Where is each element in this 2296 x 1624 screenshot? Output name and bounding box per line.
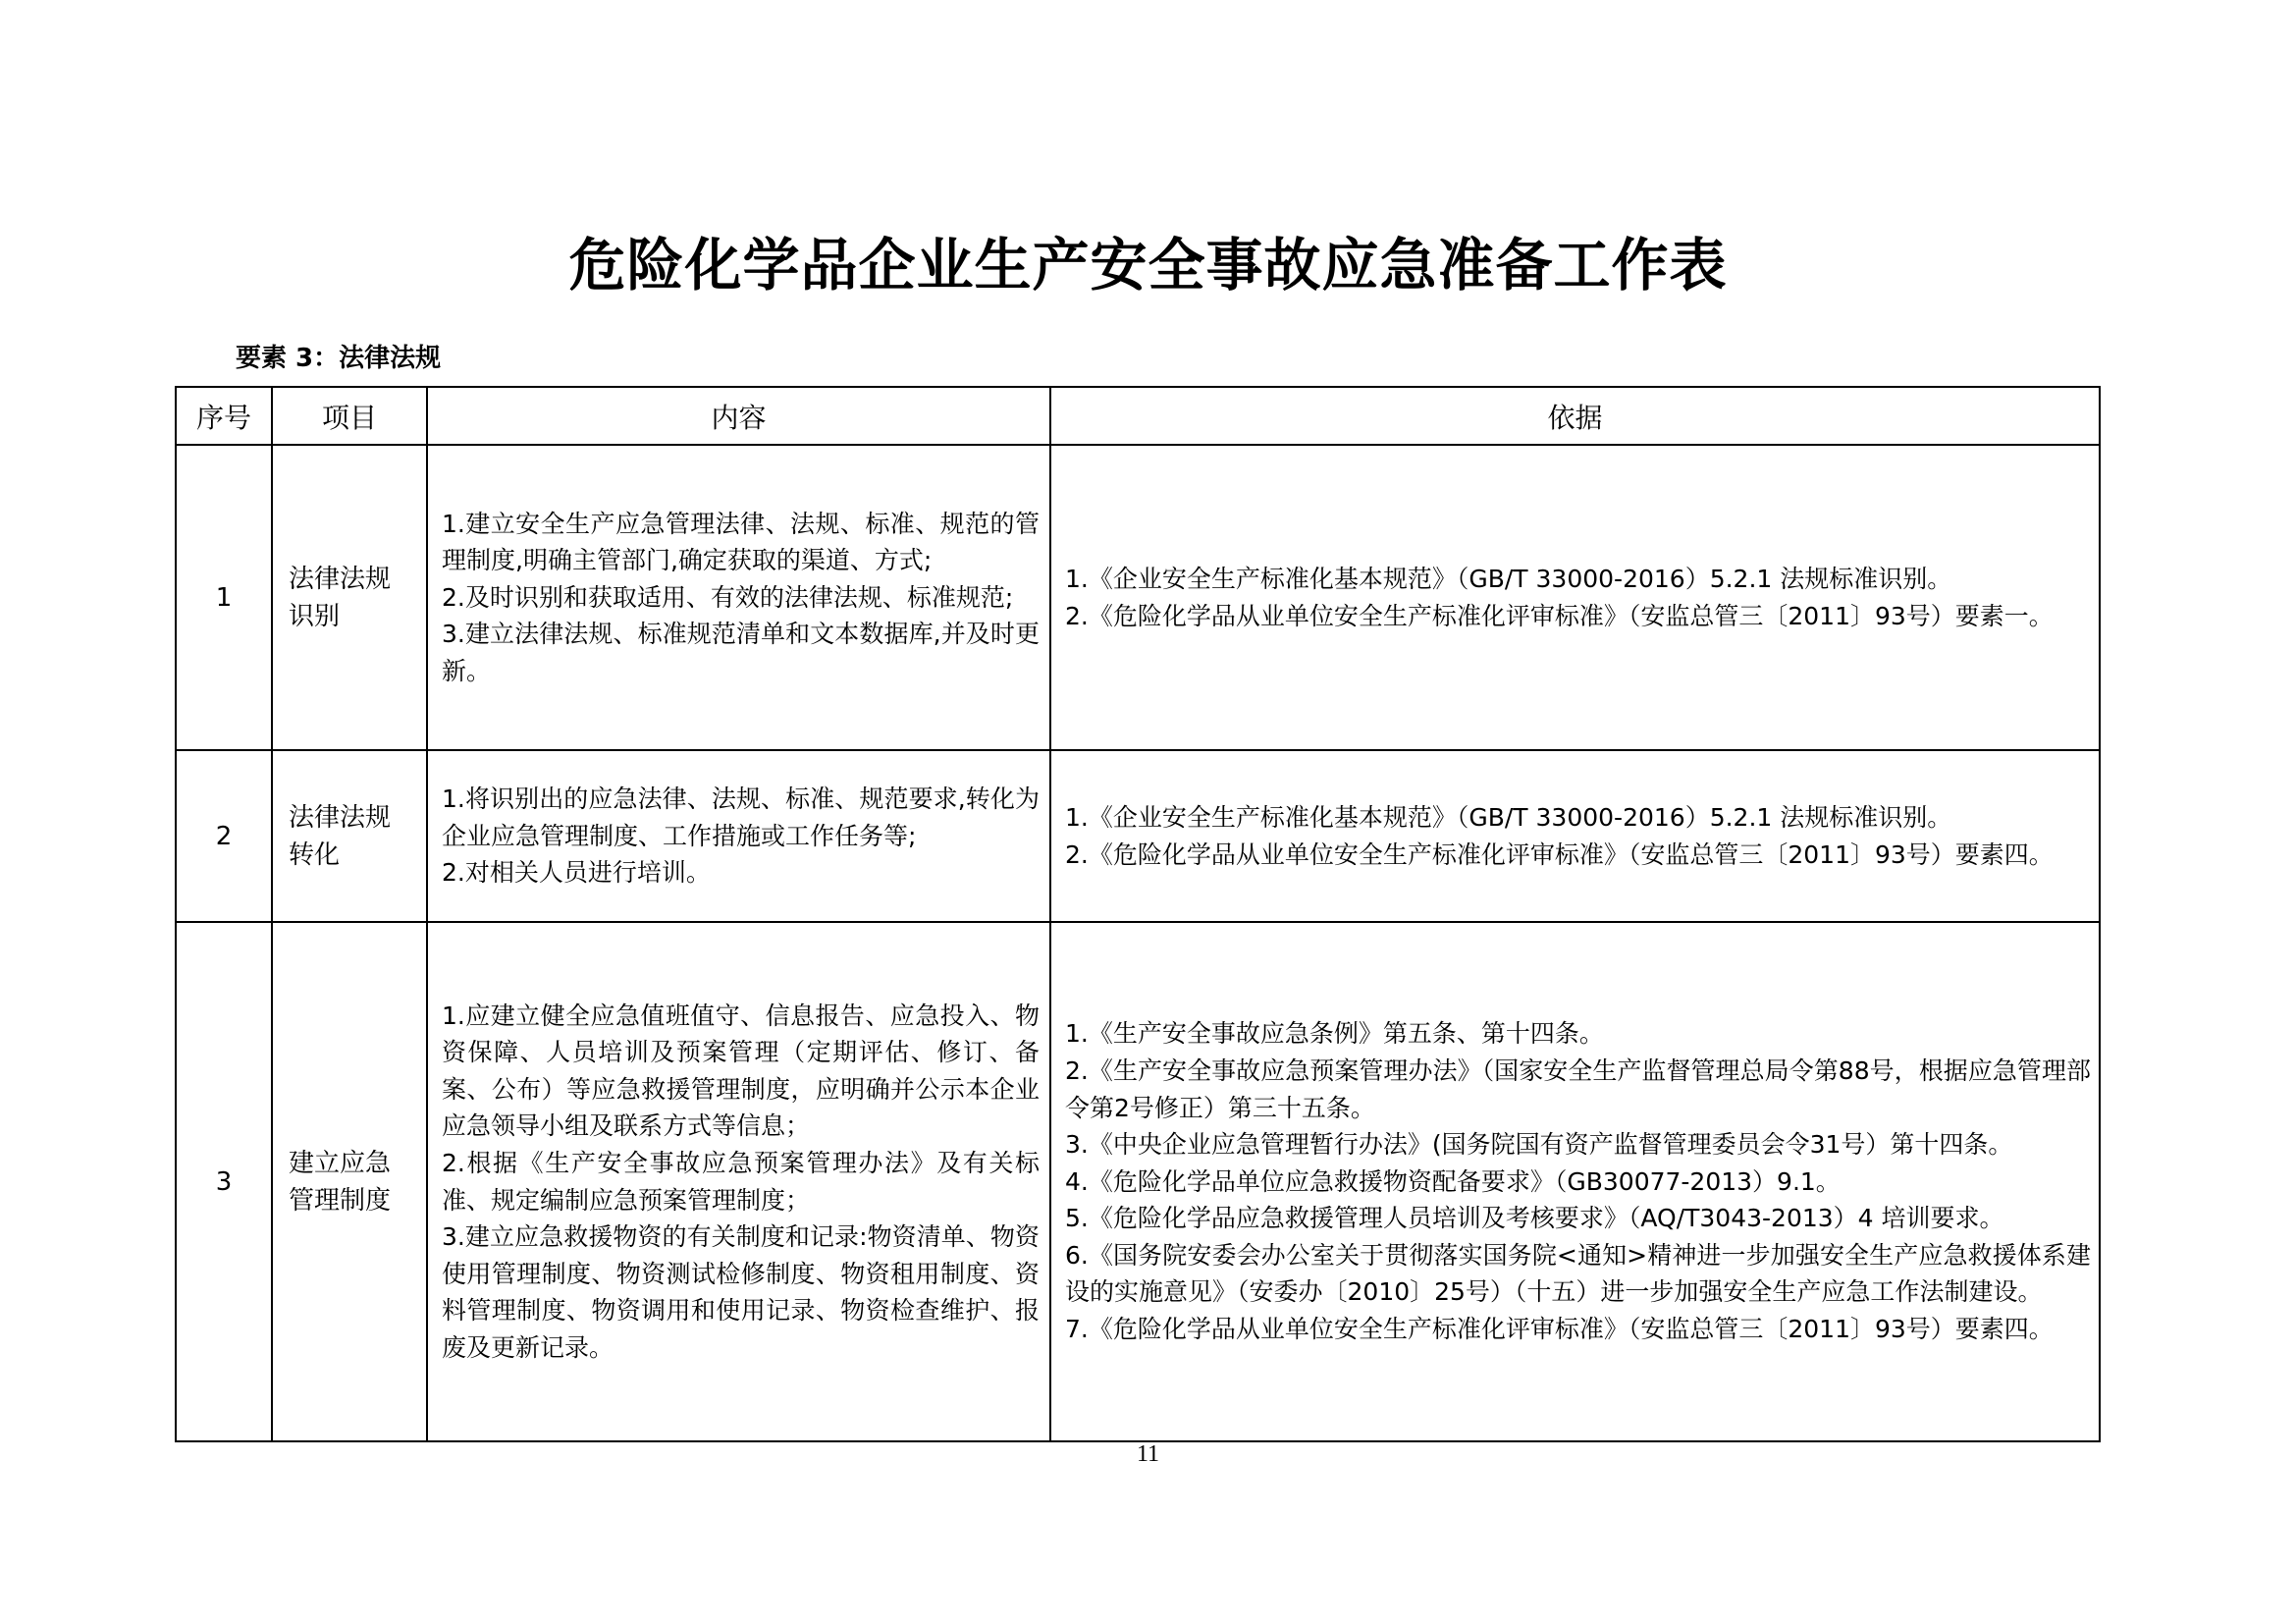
table-row [176, 445, 2100, 750]
basis-line: 1.《生产安全事故应急条例》第五条、第十四条。 [1065, 1019, 1604, 1049]
content-line: 1.建立安全生产应急管理法律、法规、标准、规范的管理制度,明确主管部门,确定获取的渠道、方式; [442, 509, 1040, 575]
basis-line: 2.《危险化学品从业单位安全生产标准化评审标准》（安监总管三〔2011〕93号）要素四。 [1065, 839, 2054, 869]
table-row [176, 922, 2100, 1441]
content-line: 2.根据《生产安全事故应急预案管理办法》及有关标准、规定编制应急预案管理制度； [442, 1148, 1040, 1215]
header-no: 序号 [176, 387, 272, 445]
header-content: 内容 [427, 387, 1050, 445]
basis-line: 6.《国务院安委会办公室关于贯彻落实国务院<通知>精神进一步加强安全生产应急救援体系建设的实施意见》（安委办〔2010〕25号）（十五）进一步加强安全生产应急工作法制建设。 [1065, 1240, 2091, 1307]
basis-line: 7.《危险化学品从业单位安全生产标准化评审标准》（安监总管三〔2011〕93号）要素四。 [1065, 1315, 2054, 1344]
page-title: 危险化学品企业生产安全事故应急准备工作表 [568, 232, 1728, 298]
basis-line: 2.《危险化学品从业单位安全生产标准化评审标准》（安监总管三〔2011〕93号）要素一。 [1065, 601, 2054, 630]
row-content [427, 750, 1050, 922]
page-number: 11 [1136, 1441, 1160, 1467]
row-basis [1050, 750, 2100, 922]
basis-line: 2.《生产安全事故应急预案管理办法》（国家安全生产监督管理总局令第88号，根据应急管理部令第2号修正）第三十五条。 [1065, 1056, 2091, 1122]
row-basis [1050, 922, 2100, 1441]
content-line: 2.及时识别和获取适用、有效的法律法规、标准规范; [442, 582, 1014, 612]
header-item: 项目 [272, 387, 427, 445]
row-item: 法律法规转化 [272, 750, 427, 922]
section-label: 要素 3：法律法规 [236, 344, 442, 373]
row-item: 法律法规识别 [272, 445, 427, 750]
content-line: 3.建立应急救援物资的有关制度和记录:物资清单、物资使用管理制度、物资测试检修制度、物资租用制度、资料管理制度、物资调用和使用记录、物资检查维护、报废及更新记录。 [442, 1222, 1040, 1362]
row-number: 3 [176, 922, 272, 1441]
requirements-table [175, 386, 2101, 1442]
row-number: 1 [176, 445, 272, 750]
row-item: 建立应急管理制度 [272, 922, 427, 1441]
content-line: 1.应建立健全应急值班值守、信息报告、应急投入、物资保障、人员培训及预案管理（定期评估、修订、备案、公布）等应急救援管理制度，应明确并公示本企业应急领导小组及联系方式等信息； [442, 1001, 1040, 1141]
content-line: 2.对相关人员进行培训。 [442, 858, 711, 888]
table-row [176, 750, 2100, 922]
basis-line: 1.《企业安全生产标准化基本规范》（GB/T 33000-2016）5.2.1 法规标准识别。 [1065, 802, 1952, 832]
content-line: 3.建立法律法规、标准规范清单和文本数据库,并及时更新。 [442, 620, 1040, 685]
row-basis [1050, 445, 2100, 750]
row-number: 2 [176, 750, 272, 922]
basis-line: 5.《危险化学品应急救援管理人员培训及考核要求》（AQ/T3043-2013）4 培训要求。 [1065, 1204, 2004, 1233]
header-basis: 依据 [1050, 387, 2100, 445]
basis-line: 3.《中央企业应急管理暂行办法》(国务院国有资产监督管理委员会令31号）第十四条。 [1065, 1130, 2013, 1160]
basis-line: 1.《企业安全生产标准化基本规范》（GB/T 33000-2016）5.2.1 法规标准识别。 [1065, 564, 1952, 593]
table-header-row [176, 387, 2100, 445]
content-line: 1.将识别出的应急法律、法规、标准、规范要求,转化为企业应急管理制度、工作措施或工作任务等; [442, 785, 1040, 850]
basis-line: 4.《危险化学品单位应急救援物资配备要求》（GB30077-2013）9.1。 [1065, 1166, 1841, 1196]
row-content [427, 922, 1050, 1441]
row-content [427, 445, 1050, 750]
